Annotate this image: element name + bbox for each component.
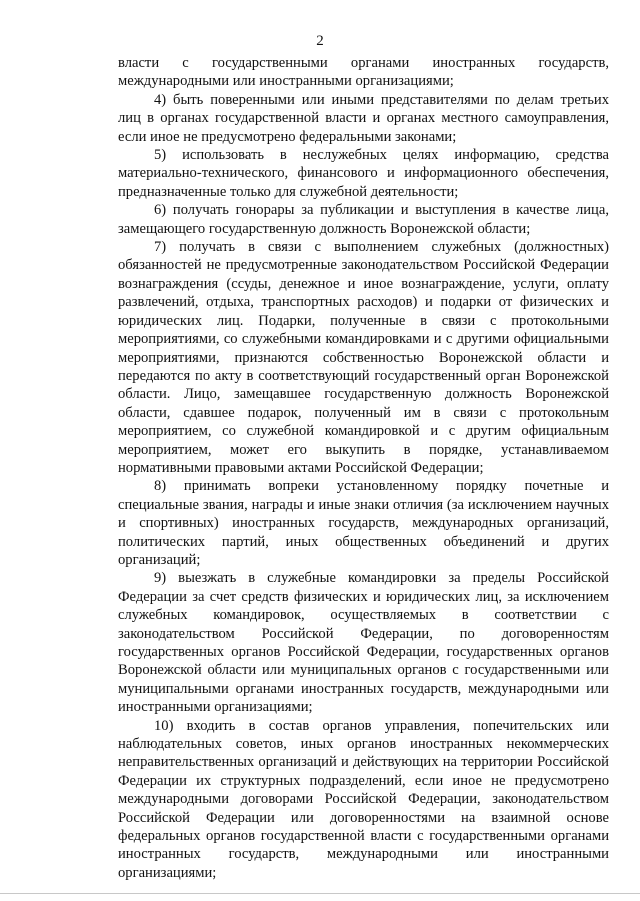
document-body [118,54,609,882]
paragraph-continuation: власти с государственными органами иностранных государств, международными или иностранными организациями; [118,55,609,90]
paragraph-item-5: 5) использовать в неслужебных целях информацию, средства материально-технического, финансового и информационного обеспечения, предназначенные только для служебной деятельности; [118,147,609,200]
paragraph-item-4: 4) быть поверенными или иными представителями по делам третьих лиц в органах государственной власти и органах местного самоуправления, если иное не предусмотрено федеральными законами; [118,91,609,145]
paragraph-item-6: 6) получать гонорары за публикации и выступления в качестве лица, замещающего государственную должность Воронежской области; [118,202,609,237]
page-bottom-edge [0,893,640,894]
paragraph-item-10: 10) входить в состав органов управления, попечительских или наблюдательных советов, иных органов иностранных некоммерческих неправительственных организаций и действующих на территории Российской Федерации их структурных подразделений, если иное не предусмотрено международными договорами Российской Федерации, законодательством Российской Федерации или договоренностями на взаимной основе федеральных органов государственной власти с государственными органами иностранных государств, международными или иностранными организациями; [118,717,609,881]
paragraph-item-8: 8) принимать вопреки установленному порядку почетные и специальные звания, награды и иные знаки отличия (за исключением научных и спортивных) иностранных государств, международных организаций, политических партий, иных общественных объединений и других организаций; [118,478,609,568]
paragraph-item-7: 7) получать в связи с выполнением служебных (должностных) обязанностей не предусмотренные законодательством Российской Федерации вознаграждения (ссуды, денежное и иное вознаграждение, услуги, оплату развлечений, отдыха, транспортных расходов) и подарки от физических и юридических лиц. Подарки, полученные в связи с протокольными мероприятиями, со служебными командировками и с другими официальными мероприятиями, признаются собственностью Воронежской области и передаются по акту в соответствующий государственный орган Воронежской области. Лицо, замещавшее государственную должность Воронежской области, сдавшее подарок, полученный им в связи с протокольным мероприятием, со служебной командировкой и с другим официальным мероприятием, может его выкупить в порядке, устанавливаемом нормативными правовыми актами Российской Федерации; [118,239,609,476]
page-number: 2 [316,33,324,49]
paragraph-item-9: 9) выезжать в служебные командировки за пределы Российской Федерации за счет средств физических и юридических лиц, за исключением служебных командировок, осуществляемых в соответствии с законодательством Российской Федерации, по договоренностям государственных органов Российской Федерации, государственных органов Воронежской области или муниципальных органов с государственными или муниципальными органами иностранных государств, международными или иностранными организациями; [118,570,609,716]
